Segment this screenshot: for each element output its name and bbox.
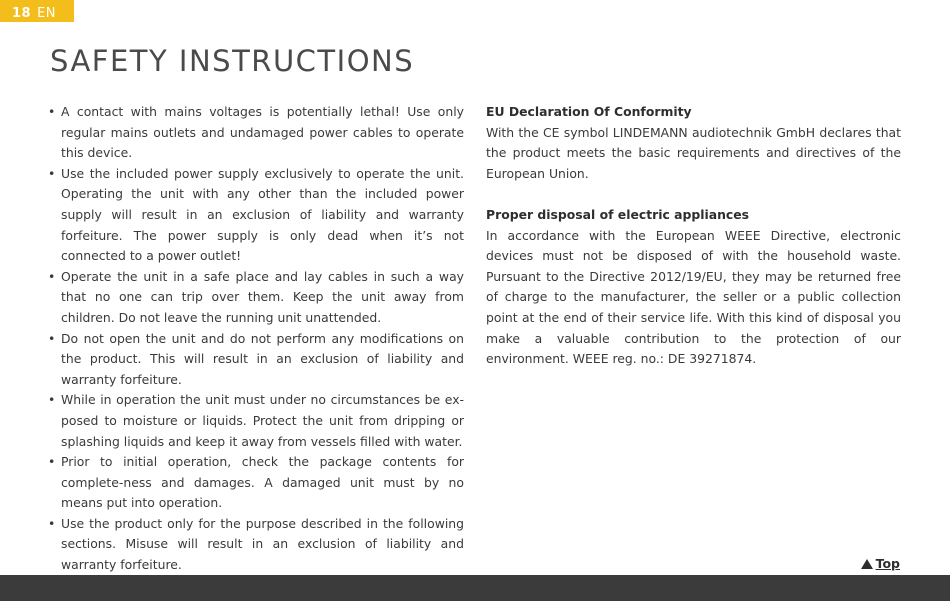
safety-list <box>48 102 464 576</box>
page-tab <box>0 0 74 22</box>
safety-list-column <box>48 102 464 576</box>
safety-item: • Do not open the unit and do not perform any modifications on the product. This will result in an exclusion of liability and warranty forfeiture. <box>48 329 464 391</box>
declarations-column <box>486 102 901 390</box>
disposal-heading: Proper disposal of electric appliances <box>486 206 750 222</box>
eu-declaration-text: With the CE symbol LINDEMANN audiotechnik GmbH declares that the product meets the basic requirements and directives of the European Union. <box>486 124 901 181</box>
disposal-text: In accordance with the European WEEE Directive, electronic devices must not be disposed of with the household waste. Pursuant to the Directive 2012/19/EU, they may be returned free of charge to the manufacturer, the seller or a public collection point at the end of their service life. With this kind of disposal you make a valuable contribution to the protection of our environment. WEEE reg. no.: DE 39271874. <box>486 227 901 367</box>
safety-item: • A contact with mains voltages is potentially lethal! Use only regular mains outlets and undamaged power cables to operate this device. <box>48 102 464 164</box>
safety-item: • Operate the unit in a safe place and lay cables in such a way that no one can trip over them. Keep the unit away from children. Do not leave the running unit unattended. <box>48 267 464 329</box>
triangle-up-icon <box>861 559 873 569</box>
language-label: EN <box>37 6 57 21</box>
top-link-label: Top <box>875 556 900 571</box>
eu-declaration-heading: EU Declaration Of Conformity <box>486 104 692 119</box>
safety-item: • Use the product only for the purpose described in the following sections. Misuse will result in an exclusion of liability and warranty forfeiture. <box>48 514 464 576</box>
page-number: 18 <box>12 6 32 21</box>
footer-bar <box>0 575 950 601</box>
eu-declaration-section <box>486 102 901 184</box>
safety-item: • Use the included power supply exclusively to operate the unit. Operating the unit with any other than the included power supply will result in an exclusion of liability and warranty forfeiture. The power supply is only dead when it’s not connected to a power outlet! <box>48 164 464 267</box>
back-to-top-link[interactable] <box>861 556 900 571</box>
safety-item: • While in operation the unit must under no circumstances be ex-posed to moisture or liquids. Protect the unit from dripping or splashing liquids and keep it away from vessels filled with water. <box>48 390 464 452</box>
safety-item: • Prior to initial operation, check the package contents for complete-ness and damages. A damaged unit must by no means put into operation. <box>48 452 464 514</box>
page-title: SAFETY INSTRUCTIONS <box>50 44 415 78</box>
disposal-section <box>486 205 901 370</box>
